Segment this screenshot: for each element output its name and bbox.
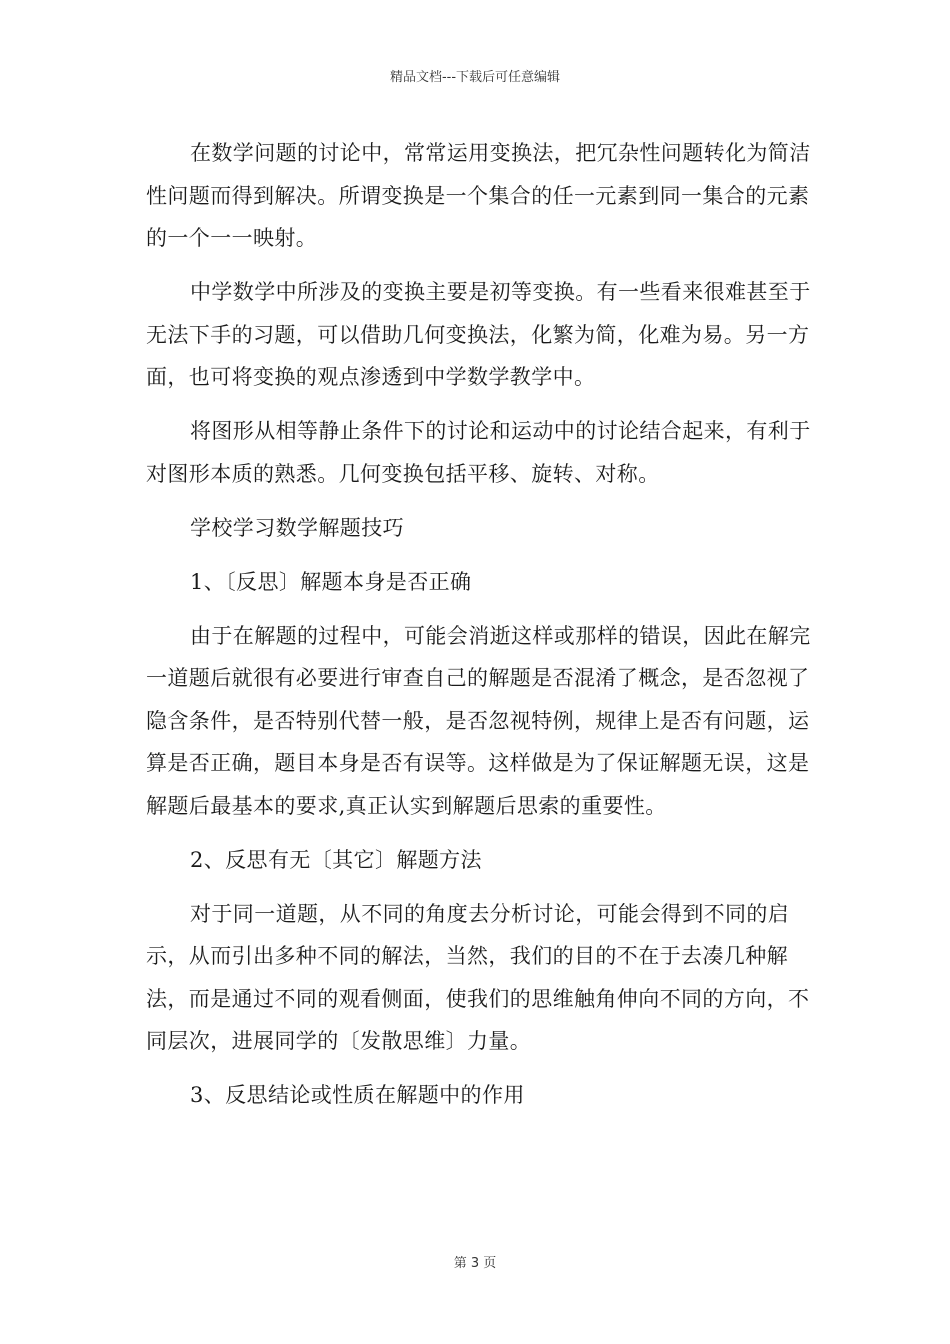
paragraph-other-methods: 对于同一道题，从不同的角度去分析讨论，可能会得到不同的启示，从而引出多种不同的解法，当然，我们的目的不在于去凑几种解法，而是通过不同的观看侧面，使我们的思维触角伸向不同的方向，不同层次，进展同学的〔发散思维〕力量。 bbox=[146, 901, 810, 1053]
paragraph-geometric-transform: 将图形从相等静止条件下的讨论和运动中的讨论结合起来，有利于对图形本质的熟悉。几何变换包括平移、旋转、对称。 bbox=[146, 419, 811, 486]
subheading-3: 3、反思结论或性质在解题中的作用 bbox=[190, 1083, 525, 1107]
page-header: 精品文档---下载后可任意编辑 bbox=[389, 70, 561, 85]
subheading-1: 1、〔反思〕解题本身是否正确 bbox=[190, 569, 472, 594]
paragraph-check-correctness: 由于在解题的过程中，可能会消逝这样或那样的错误，因此在解完一道题后就很有必要进行审查自己的解题是否混淆了概念，是否忽视了隐含条件，是否特别代替一般，是否忽视特例，规律上是否有问题，运算是否正确，题目本身是否有误等。这样做是为了保证解题无误，这是解题后最基本的要求,真正认实到解题后思索的重要性。 bbox=[146, 623, 811, 818]
document-body bbox=[146, 132, 818, 1128]
subheading-2: 2、反思有无〔其它〕解题方法 bbox=[190, 847, 482, 872]
paragraph-elementary-transform: 中学数学中所涉及的变换主要是初等变换。有一些看来很难甚至于无法下手的习题，可以借助几何变换法，化繁为简，化难为易。另一方面，也可将变换的观点渗透到中学数学教学中。 bbox=[146, 280, 811, 389]
page-number: 第 3 页 bbox=[453, 1256, 497, 1271]
paragraph-transform-method: 在数学问题的讨论中，常常运用变换法，把冗杂性问题转化为简洁性问题而得到解决。所谓变换是一个集合的任一元素到同一集合的元素的一个一一映射。 bbox=[146, 141, 811, 250]
section-heading-techniques: 学校学习数学解题技巧 bbox=[190, 515, 404, 540]
